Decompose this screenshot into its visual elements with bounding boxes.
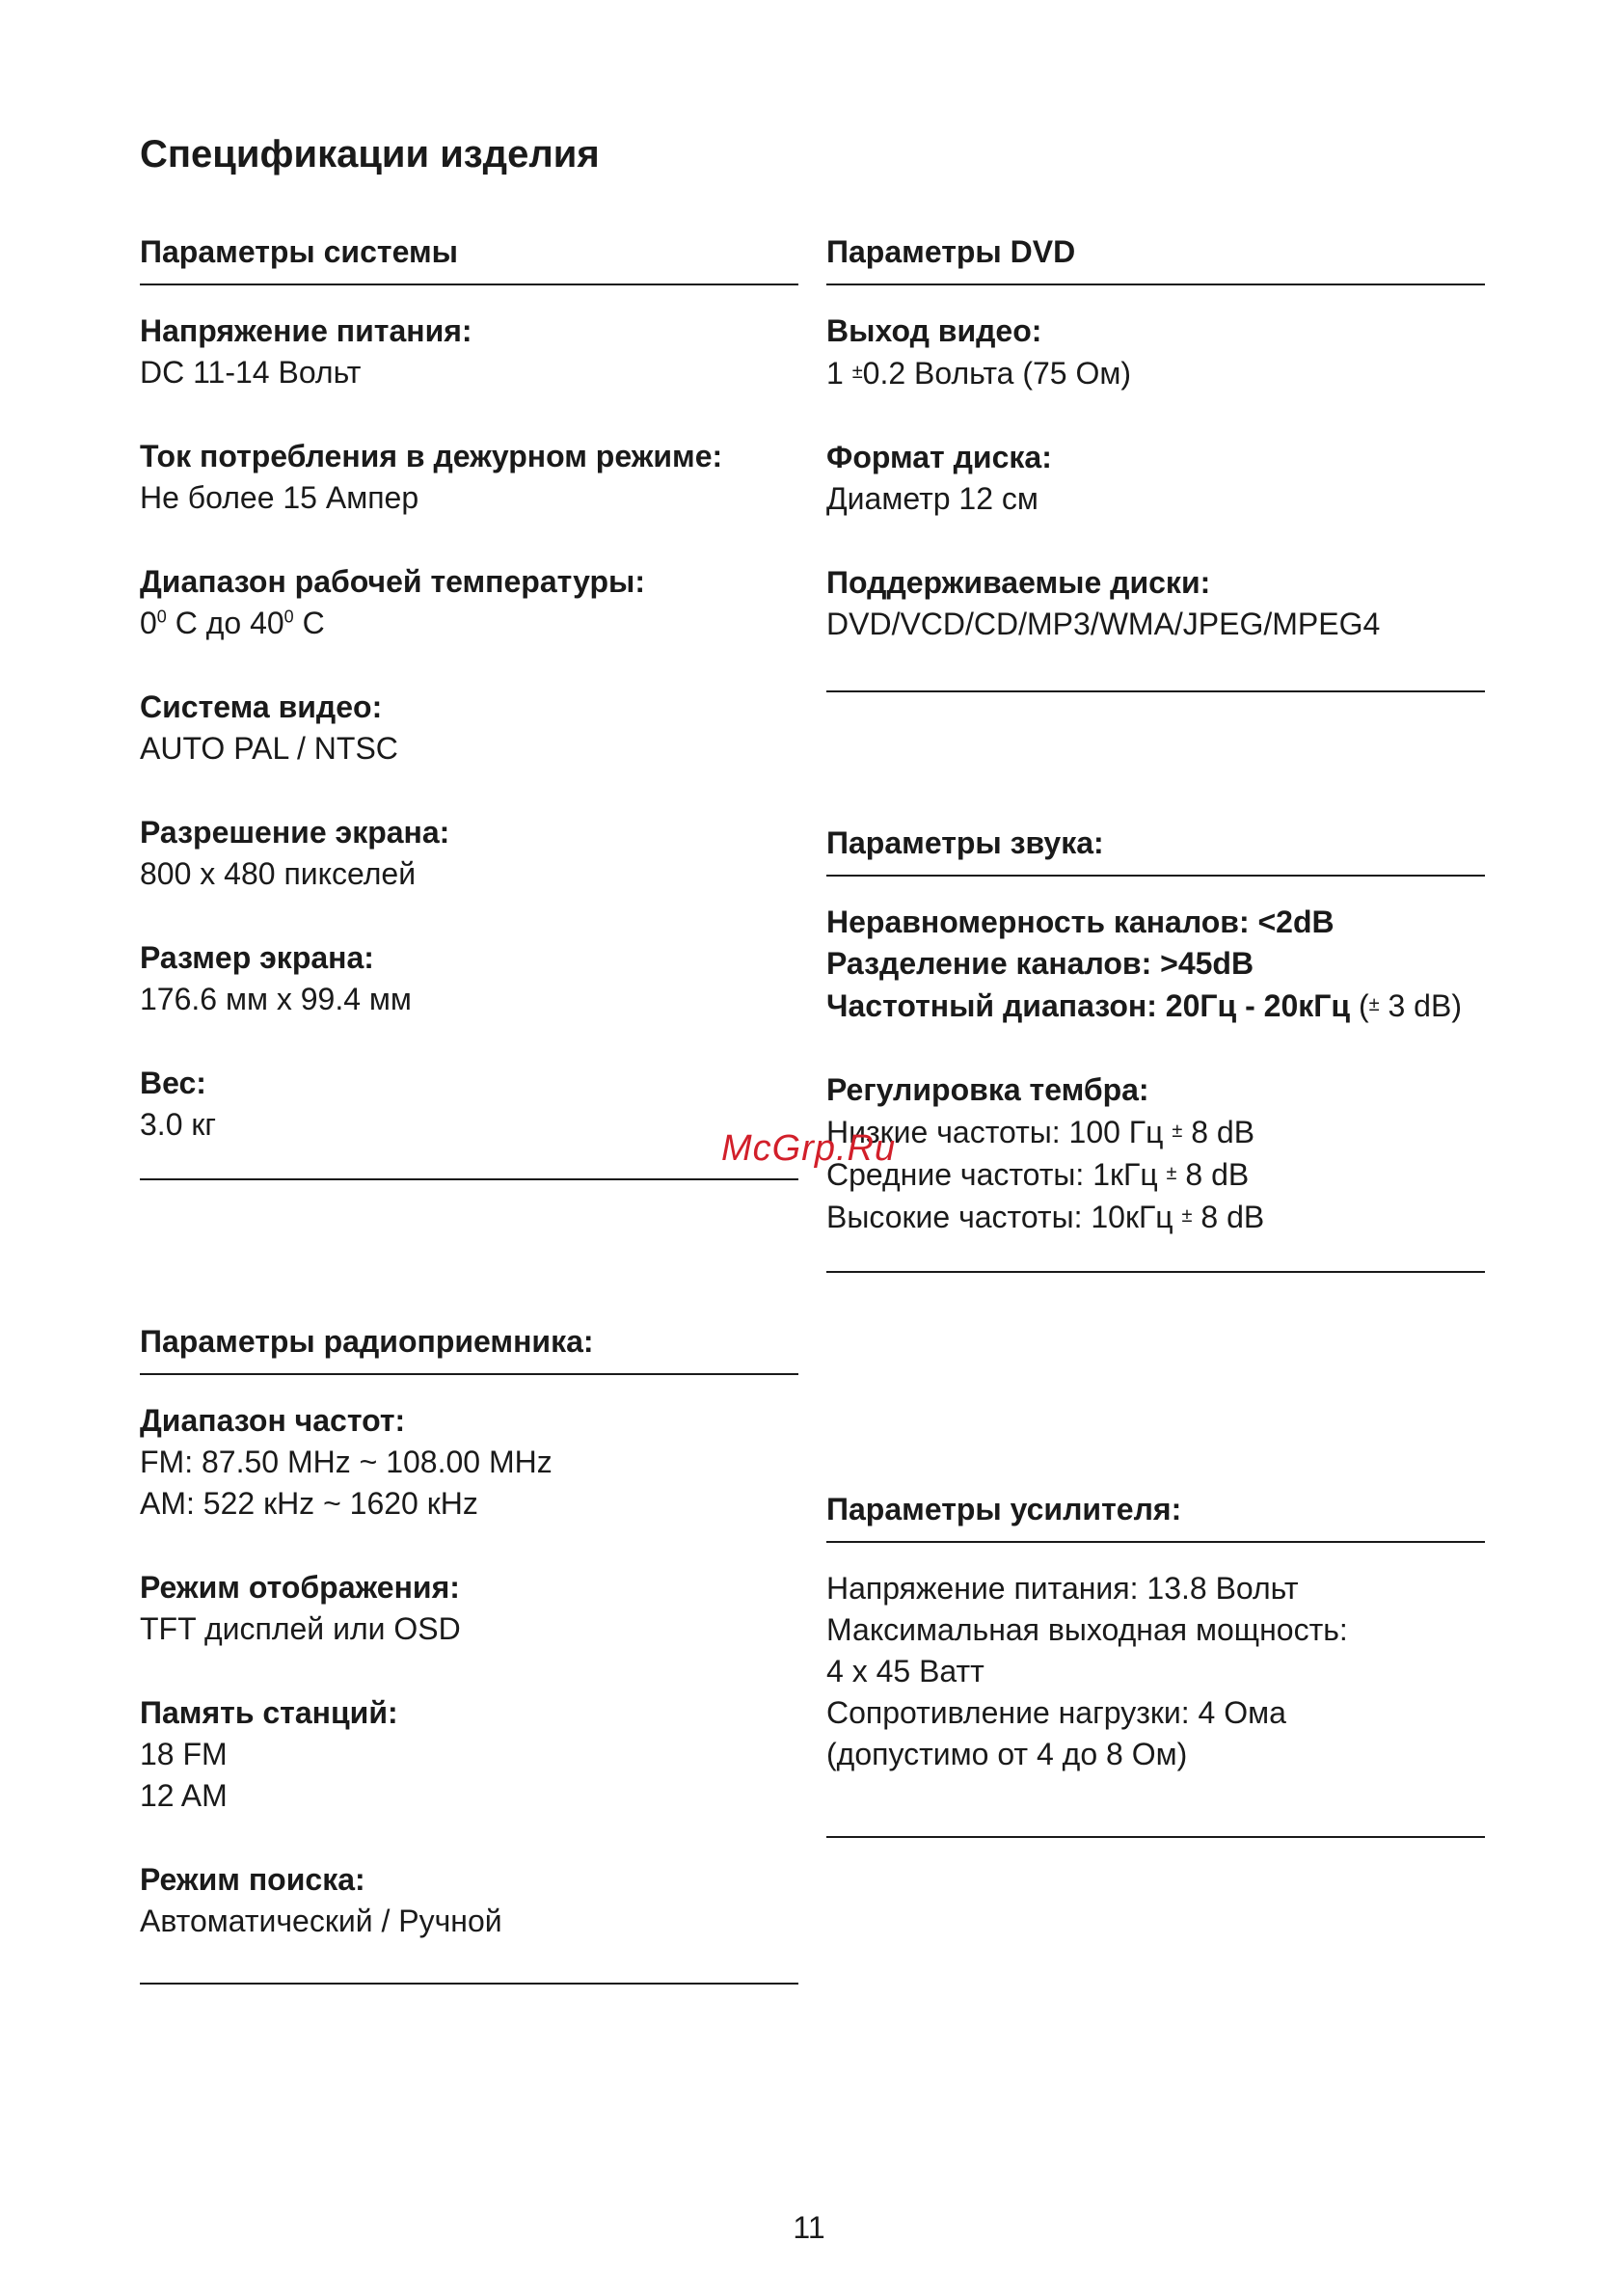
plus-minus-sign: ±: [851, 362, 863, 383]
dvd-params-heading: Параметры DVD: [826, 231, 1485, 285]
spec-label: Разрешение экрана:: [140, 815, 450, 850]
spec-item: [140, 1567, 798, 1650]
spec-item: [826, 437, 1485, 520]
spec-label: Поддерживаемые диски:: [826, 565, 1211, 600]
amplifier-params-section: [826, 1489, 1485, 1775]
spec-line: Неравномерность каналов: <2dB: [826, 905, 1335, 939]
spec-label: Система видео:: [140, 689, 383, 724]
spec-line-frequency: [826, 985, 1485, 1027]
value-part: 8 dB: [1176, 1157, 1250, 1192]
spec-label: Вес:: [140, 1066, 206, 1100]
value-part: 1: [826, 356, 852, 391]
radio-params-section: [140, 1321, 798, 1985]
spec-label: Диапазон частот:: [140, 1403, 406, 1438]
spec-item: [140, 1692, 798, 1817]
spec-line: Напряжение питания: 13.8 Вольт: [826, 1571, 1299, 1606]
system-params-section: [140, 231, 798, 1188]
spec-value: 18 FM: [140, 1737, 228, 1771]
section-divider: [826, 1271, 1485, 1273]
plus-minus-sign: ±: [1166, 1163, 1177, 1184]
spec-item: [140, 812, 798, 895]
spec-value: 12 AM: [140, 1778, 228, 1813]
section-divider: [826, 690, 1485, 692]
spec-item: [140, 1859, 798, 1942]
section-divider: [140, 1178, 798, 1180]
watermark: McGrp.Ru: [721, 1128, 897, 1169]
system-params-heading: Параметры системы: [140, 231, 798, 285]
tone-control: [826, 1069, 1485, 1238]
spec-value: AM: 522 кHz ~ 1620 кHz: [140, 1486, 478, 1521]
tone-line: [826, 1196, 1485, 1238]
spec-value: [826, 352, 1485, 394]
spec-item: [140, 1400, 798, 1525]
spec-item: [140, 687, 798, 770]
spec-value: Автоматический / Ручной: [140, 1904, 502, 1938]
spec-label: Режим отображения:: [140, 1570, 460, 1605]
value-part: Низкие частоты: 100 Гц: [826, 1115, 1173, 1149]
spec-label: Память станций:: [140, 1695, 398, 1730]
spec-item: [140, 311, 798, 393]
spec-item: [140, 937, 798, 1020]
value-part: 8 dB: [1192, 1200, 1265, 1234]
freq-open: (: [1350, 988, 1369, 1023]
page-title: Спецификации изделия: [140, 133, 600, 176]
spec-item: [826, 562, 1485, 645]
amplifier-params-heading: Параметры усилителя:: [826, 1489, 1485, 1543]
sound-params-section: [826, 823, 1485, 1281]
plus-minus-sign: ±: [1368, 994, 1380, 1015]
spec-item: [140, 1063, 798, 1146]
spec-label: Регулировка тембра:: [826, 1072, 1149, 1107]
spec-line: 4 х 45 Ватт: [826, 1654, 984, 1688]
temp-end: С: [293, 606, 325, 640]
freq-bold: Частотный диапазон: 20Гц - 20кГц: [826, 988, 1351, 1023]
tone-line: [826, 1153, 1485, 1196]
spec-value: TFT дисплей или OSD: [140, 1611, 461, 1646]
spec-label: Напряжение питания:: [140, 313, 472, 348]
spec-value-temperature: [140, 603, 798, 644]
section-divider: [826, 1836, 1485, 1838]
spec-item: [140, 436, 798, 519]
spec-line: (допустимо от 4 до 8 Ом): [826, 1737, 1188, 1771]
spec-value: FM: 87.50 MHz ~ 108.00 MHz: [140, 1445, 553, 1479]
spec-value: DC 11-14 Вольт: [140, 355, 362, 390]
spec-label: Режим поиска:: [140, 1862, 365, 1897]
spec-label: Формат диска:: [826, 440, 1052, 474]
spec-line: Максимальная выходная мощность:: [826, 1612, 1348, 1647]
radio-params-heading: Параметры радиоприемника:: [140, 1321, 798, 1375]
temp-mid: С до 40: [166, 606, 284, 640]
value-part: 8 dB: [1182, 1115, 1255, 1149]
spec-value: 800 х 480 пикселей: [140, 856, 417, 891]
spec-value: 176.6 мм х 99.4 мм: [140, 982, 412, 1016]
degree-sup: 0: [283, 607, 294, 627]
value-part: 0.2 Вольта (75 Ом): [862, 356, 1131, 391]
tone-line: [826, 1111, 1485, 1153]
spec-item: [140, 561, 798, 644]
value-part: Высокие частоты: 10кГц: [826, 1200, 1182, 1234]
spec-value: Диаметр 12 см: [826, 481, 1038, 516]
spec-value: Не более 15 Ампер: [140, 480, 419, 515]
spec-value: DVD/VCD/CD/MP3/WMA/JPEG/MPEG4: [826, 607, 1381, 641]
spec-line: Сопротивление нагрузки: 4 Ома: [826, 1695, 1286, 1730]
spec-label: Выход видео:: [826, 313, 1042, 348]
temp-from: 0: [140, 606, 157, 640]
spec-line: Разделение каналов: >45dB: [826, 946, 1254, 981]
value-part: Средние частоты: 1кГц: [826, 1157, 1167, 1192]
spec-label: Ток потребления в дежурном режиме:: [140, 439, 723, 473]
spec-label: Размер экрана:: [140, 940, 374, 975]
spec-value: 3.0 кг: [140, 1107, 217, 1142]
plus-minus-sign: ±: [1172, 1121, 1183, 1142]
spec-value: AUTO PAL / NTSC: [140, 731, 398, 766]
spec-label: Диапазон рабочей температуры:: [140, 564, 646, 599]
spec-item: [826, 311, 1485, 394]
page-number: 11: [793, 2210, 825, 2245]
sound-params-heading: Параметры звука:: [826, 823, 1485, 877]
dvd-params-section: [826, 231, 1485, 688]
degree-sup: 0: [156, 607, 167, 627]
section-divider: [140, 1983, 798, 1985]
freq-rest: 3 dB): [1379, 988, 1462, 1023]
plus-minus-sign: ±: [1181, 1205, 1193, 1227]
sound-specs: [826, 902, 1485, 1027]
